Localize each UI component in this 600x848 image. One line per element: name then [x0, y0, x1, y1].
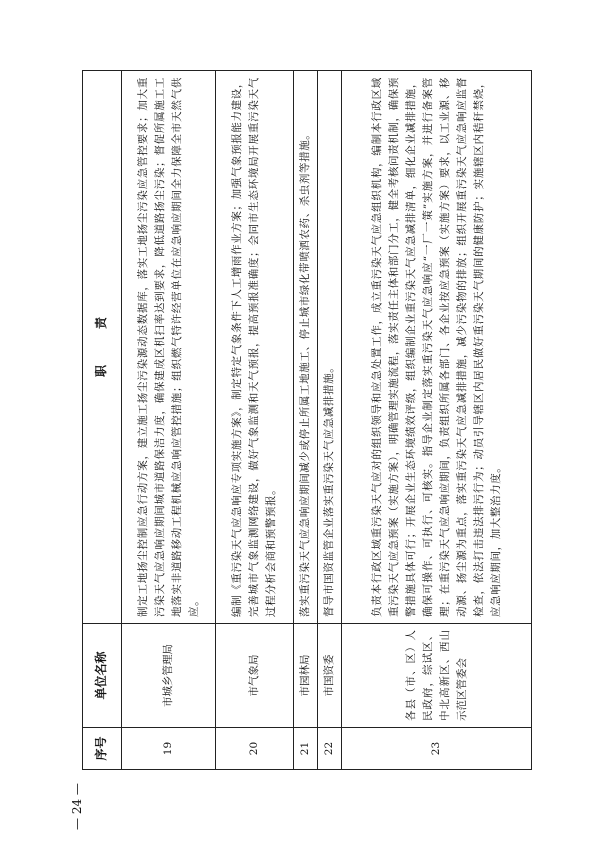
row-duty: 编制《重污染天气应急响应专项实施方案》，制定特定气象条件下人工增雨作业方案；加强气象预报能力建设，完善城市气象监测网络建设，做好气象监测和天气预报，提高预报准确度；会同市生态环境局开展重污染天气过程分析会商和预警预报。: [216, 71, 294, 624]
table-row: [342, 71, 532, 770]
row-duty: 落实重污染天气应急响应期间减少或停止所属工地施工、停止城市绿化带喷洒农药、杀虫剂等措施。: [294, 71, 318, 624]
table-header-row: [83, 71, 122, 770]
row-unit: 市城乡管理局: [122, 624, 216, 728]
header-unit-name: 单位名称: [83, 624, 122, 728]
row-seq: 20: [216, 728, 294, 770]
row-seq: 21: [294, 728, 318, 770]
table-row: [318, 71, 342, 770]
row-unit: 市国资委: [318, 624, 342, 728]
table-row: [216, 71, 294, 770]
table-row: [294, 71, 318, 770]
row-seq: 19: [122, 728, 216, 770]
row-duty: 制定工地扬尘控制应急行动方案，建立施工扬尘污染源动态数据库，落实工地扬尘污染应急管控要求；加大重污染天气应急响应期间城市道路保洁力度，确保建成区机扫率达到要求，降低道路扬尘污染；督促所属施工工地落实非道路移动工程机械应急响应管控措施；组织燃气特许经营单位在应急响应期间全力保障全市天然气供应。: [122, 71, 216, 624]
page-number: [70, 783, 90, 830]
rotated-page-content: [82, 70, 566, 770]
row-duty: 督导市国资监管企业落实重污染天气应急减排措施。: [318, 71, 342, 624]
row-unit: 各县（市、区）人民政府，综试区、中北高新区、西山示范区管委会: [342, 624, 532, 728]
row-unit: 市园林局: [294, 624, 318, 728]
header-seq: 序号: [83, 728, 122, 770]
header-duty: 职 责: [83, 71, 122, 624]
row-seq: 22: [318, 728, 342, 770]
row-duty: 负责本行政区域重污染天气应对的组织领导和应急处置工作，成立重污染天气应急组织机构，编制本行政区域重污染天气应急预案（实施方案），明确管理实施流程，落实责任主体和部门分工，健全考核问责机制，确保预警措施具体可行；开展企业生态环境绩效评级，组织编制企业重污染天气应急减排清单，细化企业减排措施，确保可操作、可执行、可核实。指导企业制定落实重污染天气应急响应“一厂一策”实施方案，并进行备案管理；在重污染天气应急响应期间，负责组织所属各部门、各企业按应急预案（实施方案）要求，以工业源、移动源、扬尘源为重点，落实重污染天气应急减排措施，减少污染物的排放；组织开展重污染天气应急响应监督检查，依法打击违法排污行为；动员引导辖区内居民做好重污染天气期间的健康防护；实施辖区内秸秆禁烧，应急响应期间，加大整治力度。: [342, 71, 532, 624]
table-row: [122, 71, 216, 770]
row-unit: 市气象局: [216, 624, 294, 728]
responsibility-table: [82, 70, 532, 770]
page-number-text: — 24 —: [70, 783, 84, 830]
row-seq: 23: [342, 728, 532, 770]
